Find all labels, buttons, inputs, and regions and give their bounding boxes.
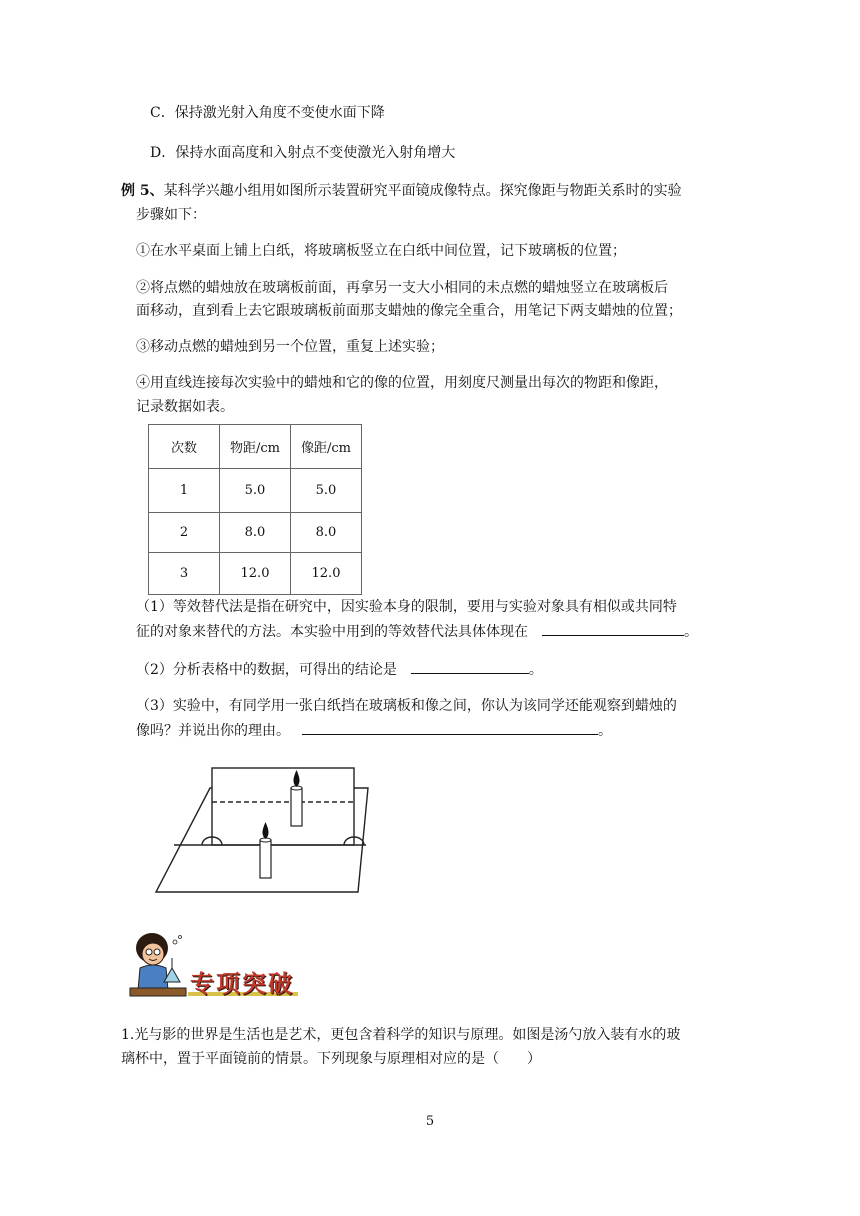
data-table <box>148 424 362 595</box>
table-cell: 8.0 <box>220 513 291 553</box>
problem1-line1: 1.光与影的世界是生活也是艺术，更包含着科学的知识与原理。如图是汤勺放入装有水的玻 <box>121 1027 681 1043</box>
table-row <box>149 513 362 553</box>
question2 <box>136 659 543 680</box>
question1-line1: （1）等效替代法是指在研究中，因实验本身的限制，要用与实验对象具有相似或共同特 <box>136 599 677 615</box>
table-header-cell: 像距/cm <box>291 425 362 469</box>
example5-step3: ③移动点燃的蜡烛到另一个位置，重复上述实验； <box>136 339 444 355</box>
example5-label: 例 5、 <box>121 183 164 199</box>
table-cell: 12.0 <box>220 553 291 595</box>
answer-blank-1[interactable] <box>542 621 684 636</box>
question1-line2 <box>136 621 698 642</box>
option-c: C．保持激光射入角度不变使水面下降 <box>150 105 385 121</box>
question3-line1: （3）实验中，有同学用一张白纸挡在玻璃板和像之间，你认为该同学还能观察到蜡烛的 <box>136 698 677 714</box>
table-cell: 5.0 <box>291 469 362 513</box>
table-header-row <box>149 425 362 469</box>
answer-blank-3[interactable] <box>302 720 598 735</box>
glass-plate <box>212 768 354 845</box>
table-header-cell: 物距/cm <box>220 425 291 469</box>
apparatus-figure <box>150 760 370 895</box>
example5-intro-text: 某科学兴趣小组用如图所示装置研究平面镜成像特点。探究像距与物距关系时的实验 <box>163 183 682 199</box>
question3-end: 。 <box>598 723 612 739</box>
example5-intro-line1 <box>121 181 682 201</box>
problem1-line2: 璃杯中，置于平面镜前的情景。下列现象与原理相对应的是（ ） <box>121 1051 541 1067</box>
example5-step2-line2: 面移动，直到看上去它跟玻璃板前面那支蜡烛的像完全重合，用笔记下两支蜡烛的位置； <box>136 303 682 319</box>
example5-step4-line2: 记录数据如表。 <box>136 399 234 415</box>
answer-blank-2[interactable] <box>411 659 529 674</box>
question1-end: 。 <box>684 624 698 640</box>
page-number: 5 <box>425 1114 435 1129</box>
question1-text: 征的对象来替代的方法。本实验中用到的等效替代法具体体现在 <box>136 624 528 640</box>
example5-intro-line2: 步骤如下： <box>136 207 206 223</box>
example5-step1: ①在水平桌面上铺上白纸，将玻璃板竖立在白纸中间位置，记下玻璃板的位置； <box>136 243 626 259</box>
table-cell: 1 <box>149 469 220 513</box>
table-cell: 8.0 <box>291 513 362 553</box>
banner-title: 专项突破 <box>190 970 294 998</box>
table-cell: 5.0 <box>220 469 291 513</box>
table-cell: 3 <box>149 553 220 595</box>
question2-text: （2）分析表格中的数据，可得出的结论是 <box>136 662 397 678</box>
question2-end: 。 <box>528 662 543 678</box>
scientist-cartoon-icon <box>128 928 188 1000</box>
question3-text: 像吗？并说出你的理由。 <box>136 723 290 739</box>
section-banner <box>128 928 303 1000</box>
table-cell: 2 <box>149 513 220 553</box>
example5-step4-line1: ④用直线连接每次实验中的蜡烛和它的像的位置，用刻度尺测量出每次的物距和像距， <box>136 375 668 391</box>
option-d: D．保持水面高度和入射点不变使激光入射角增大 <box>150 145 456 161</box>
question3-line2 <box>136 720 612 741</box>
table-header-cell: 次数 <box>149 425 220 469</box>
table-row <box>149 469 362 513</box>
example5-step2-line1: ②将点燃的蜡烛放在玻璃板前面，再拿另一支大小相同的未点燃的蜡烛竖立在玻璃板后 <box>136 280 668 296</box>
table-cell: 12.0 <box>291 553 362 595</box>
table-row <box>149 553 362 595</box>
